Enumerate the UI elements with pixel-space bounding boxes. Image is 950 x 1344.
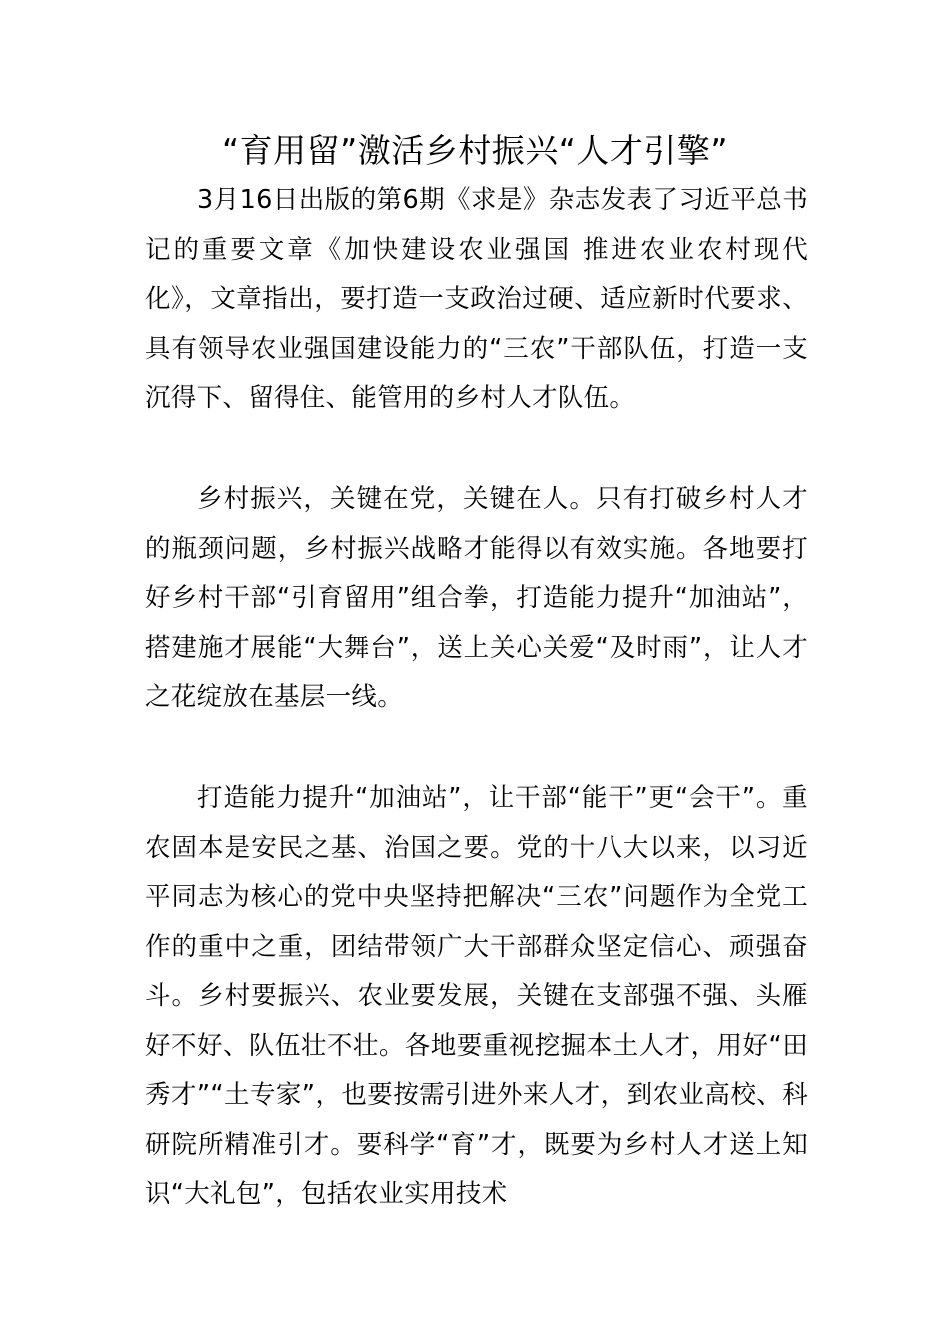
paragraph-2: 乡村振兴，关键在党，关键在人。只有打破乡村人才的瓶颈问题，乡村振兴战略才能得以有效实施。各地要打好乡村干部“引育留用”组合拳，打造能力提升“加油站”，搭建施才展能“大舞台”，送上关心关爱“及时雨”，让人才之花绽放在基层一线。 <box>145 484 808 712</box>
paragraph-1: 3月16日出版的第6期《求是》杂志发表了习近平总书记的重要文章《加快建设农业强国 推进农业农村现代化》，文章指出，要打造一支政治过硬、适应新时代要求、具有领导农业强国建设能力的“三农”干部队伍，打造一支沉得下、留得住、能管用的乡村人才队伍。 <box>145 185 808 413</box>
article-title: “育用留”激活乡村振兴“人才引擎” <box>222 131 728 170</box>
paragraph-3: 打造能力提升“加油站”，让干部“能干”更“会干”。重农固本是安民之基、治国之要。党的十八大以来，以习近平同志为核心的党中央坚持把解决“三农”问题作为全党工作的重中之重，团结带领广大干部群众坚定信心、顽强奋斗。乡村要振兴、农业要发展，关键在支部强不强、头雁好不好、队伍壮不壮。各地要重视挖掘本土人才，用好“田秀才”“土专家”，也要按需引进外来人才，到农业高校、科研院所精准引才。要科学“育”才，既要为乡村人才送上知识“大礼包”，包括农业实用技术 <box>145 783 808 1209</box>
